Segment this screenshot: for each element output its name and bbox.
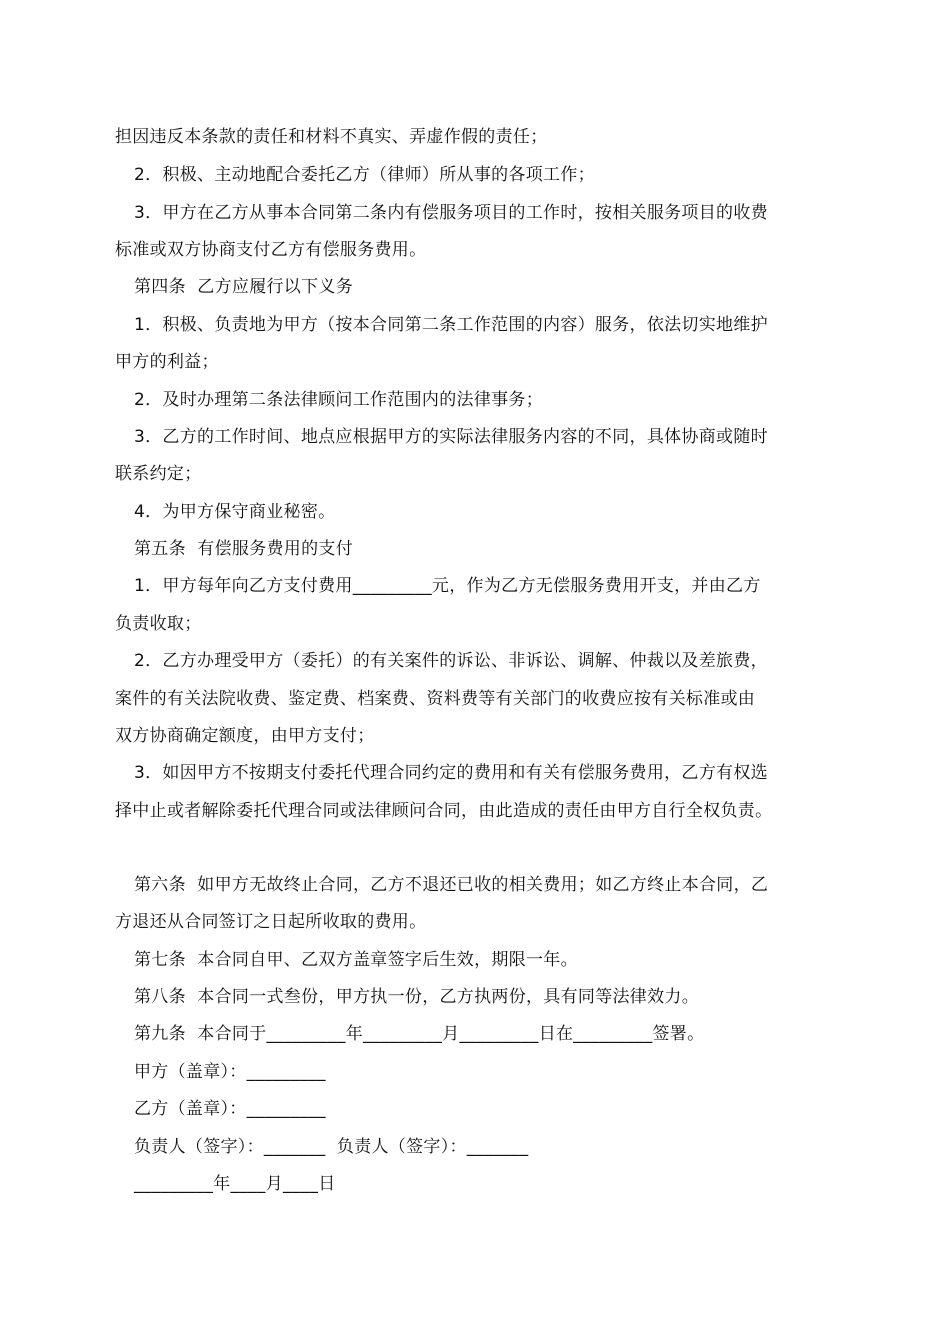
text-line: 2．及时办理第二条法律顾问工作范围内的法律事务； xyxy=(134,390,544,410)
signature-field-responsible: 负责人（签字）：_______ 负责人（签字）：_______ xyxy=(134,1137,529,1157)
text-line: 担因违反本条款的责任和材料不真实、弄虚作假的责任； xyxy=(115,127,548,147)
text-line: 3．乙方的工作时间、地点应根据甲方的实际法律服务内容的不同，具体协商或随时 xyxy=(134,427,768,447)
text-line: 2．积极、主动地配合委托乙方（律师）所从事的各项工作； xyxy=(134,165,595,185)
text-line: 双方协商确定额度，由甲方支付； xyxy=(115,726,375,746)
text-line: 1．甲方每年向乙方支付费用_________元，作为乙方无偿服务费用开支，并由乙方 xyxy=(134,576,761,596)
text-line: 负责收取； xyxy=(115,614,202,634)
signature-field-party-a: 甲方（盖章）：_________ xyxy=(134,1062,326,1082)
signature-field-party-b: 乙方（盖章）：_________ xyxy=(134,1099,326,1119)
text-line: 案件的有关法院收费、鉴定费、档案费、资料费等有关部门的收费应按有关标准或由 xyxy=(115,689,756,709)
text-line: 甲方的利益； xyxy=(115,352,219,372)
text-line: 方退还从合同签订之日起所收取的费用。 xyxy=(115,912,427,932)
article-heading: 第九条 本合同于_________年_________月_________日在_________签署。 xyxy=(134,1024,705,1044)
text-line: 3．甲方在乙方从事本合同第二条内有偿服务项目的工作时，按相关服务项目的收费 xyxy=(134,203,768,223)
text-line: 择中止或者解除委托代理合同或法律顾问合同，由此造成的责任由甲方自行全权负责。 xyxy=(115,801,773,821)
text-line: 4．为甲方保守商业秘密。 xyxy=(134,502,336,522)
article-heading: 第五条 有偿服务费用的支付 xyxy=(134,539,354,559)
text-line: 3．如因甲方不按期支付委托代理合同约定的费用和有关有偿服务费用，乙方有权选 xyxy=(134,763,768,783)
article-heading: 第六条 如甲方无故终止合同，乙方不退还已收的相关费用；如乙方终止本合同，乙 xyxy=(134,875,769,895)
text-line: 1．积极、负责地为甲方（按本合同第二条工作范围的内容）服务，依法切实地维护 xyxy=(134,315,768,335)
text-line: 联系约定； xyxy=(115,464,202,484)
text-line: 标准或双方协商支付乙方有偿服务费用。 xyxy=(115,240,427,260)
text-line: 2．乙方办理受甲方（委托）的有关案件的诉讼、非诉讼、调解、仲裁以及差旅费， xyxy=(134,651,768,671)
article-heading: 第八条 本合同一式叁份，甲方执一份，乙方执两份，具有同等法律效力。 xyxy=(134,987,700,1007)
article-heading: 第四条 乙方应履行以下义务 xyxy=(134,277,354,297)
article-heading: 第七条 本合同自甲、乙双方盖章签字后生效，期限一年。 xyxy=(134,950,578,970)
signature-date: _________年____月____日 xyxy=(134,1174,336,1194)
